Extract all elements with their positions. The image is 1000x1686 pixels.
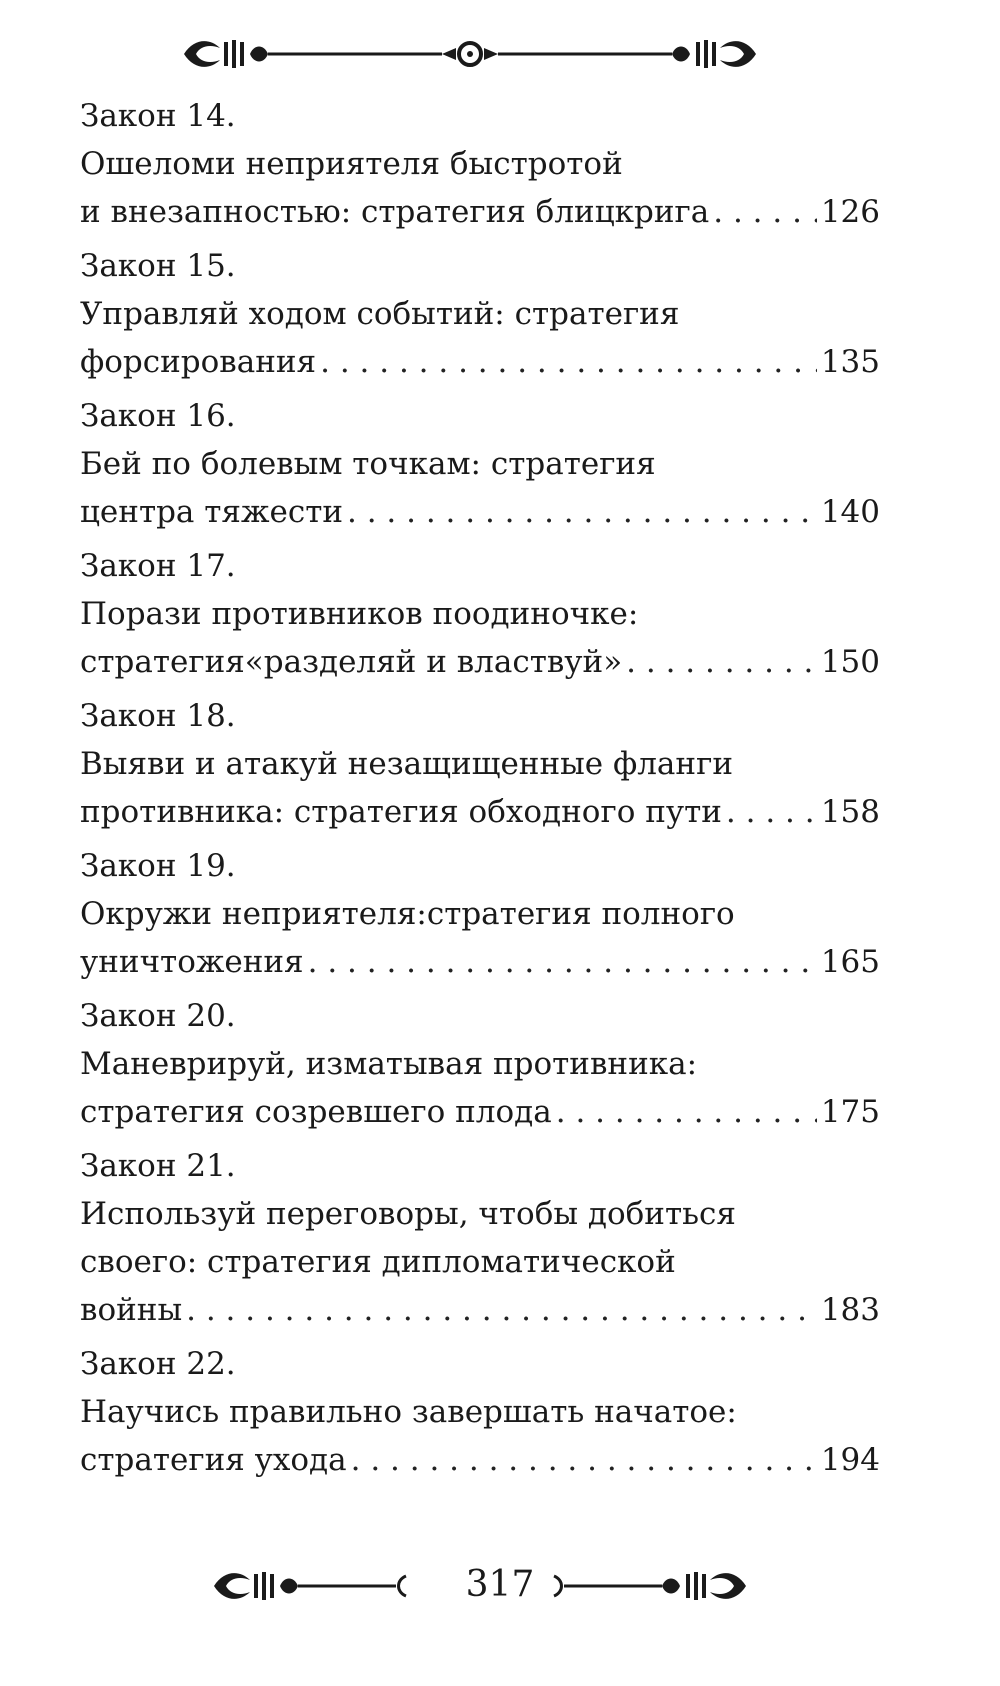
entry-title-line: Научись правильно завершать начатое: (80, 1394, 737, 1430)
entry-title-text: центра тяжести (80, 494, 344, 530)
entry-title-line: своего: стратегия дипломатической (80, 1244, 676, 1280)
law-number: Закон 18. (80, 698, 236, 734)
law-number: Закон 15. (80, 248, 236, 284)
dot-leader (713, 188, 817, 236)
entry-title-text: войны (80, 1292, 183, 1328)
law-number: Закон 19. (80, 848, 236, 884)
entry-title-last-line (80, 638, 880, 686)
entry-title-text: противника: стратегия обходного пути (80, 794, 722, 830)
page-ref: 150 (820, 644, 880, 680)
toc-entry[interactable] (80, 392, 880, 536)
entry-title-text: стратегия«разделяй и властвуй» (80, 644, 623, 680)
page-ref: 165 (820, 944, 880, 980)
entry-title-text: стратегия ухода (80, 1442, 347, 1478)
page-ref: 126 (820, 194, 880, 230)
toc-entry[interactable] (80, 542, 880, 686)
toc-entry[interactable] (80, 842, 880, 986)
law-number: Закон 16. (80, 398, 236, 434)
law-number: Закон 21. (80, 1148, 236, 1184)
entry-title-line: Ошеломи неприятеля быстротой (80, 146, 623, 182)
entry-title-last-line (80, 938, 880, 986)
toc-entry[interactable] (80, 1340, 880, 1484)
entry-title-text: и внезапностью: стратегия блицкрига (80, 194, 710, 230)
toc-entry[interactable] (80, 992, 880, 1136)
top-ornament (180, 30, 760, 78)
law-number: Закон 22. (80, 1346, 236, 1382)
entry-title-line: Окружи неприятеля:стратегия полного (80, 896, 735, 932)
toc-entry[interactable] (80, 692, 880, 836)
dot-leader (556, 1088, 817, 1136)
entry-title-line: Используй переговоры, чтобы добиться (80, 1196, 736, 1232)
toc-entry[interactable] (80, 242, 880, 386)
table-of-contents (80, 92, 880, 1484)
page-number: 317 (465, 1564, 535, 1605)
entry-title-line: Бей по болевым точкам: стратегия (80, 446, 656, 482)
entry-title-last-line (80, 1286, 880, 1334)
page-ref: 183 (820, 1292, 880, 1328)
law-number: Закон 20. (80, 998, 236, 1034)
entry-title-last-line (80, 338, 880, 386)
law-number: Закон 17. (80, 548, 236, 584)
page-ref: 158 (820, 794, 880, 830)
page-ref: 194 (820, 1442, 880, 1478)
dot-leader (351, 1436, 817, 1484)
entry-title-line: Выяви и атакуй незащищенные фланги (80, 746, 733, 782)
entry-title-line: Управляй ходом событий: стратегия (80, 296, 680, 332)
dot-leader (726, 788, 817, 836)
dot-leader (347, 488, 817, 536)
page-ref: 140 (820, 494, 880, 530)
dot-leader (308, 938, 817, 986)
dot-leader (186, 1286, 817, 1334)
entry-title-line: Порази противников поодиночке: (80, 596, 639, 632)
toc-entry[interactable] (80, 1142, 880, 1334)
toc-entry[interactable] (80, 92, 880, 236)
page-ref: 135 (820, 344, 880, 380)
entry-title-last-line (80, 1088, 880, 1136)
entry-title-last-line (80, 1436, 880, 1484)
entry-title-text: форсирования (80, 344, 317, 380)
entry-title-last-line (80, 188, 880, 236)
entry-title-text: уничтожения (80, 944, 304, 980)
page-ref: 175 (820, 1094, 880, 1130)
entry-title-line: Маневрируй, изматывая противника: (80, 1046, 698, 1082)
law-number: Закон 14. (80, 98, 236, 134)
dot-leader (320, 338, 817, 386)
entry-title-last-line (80, 788, 880, 836)
entry-title-text: стратегия созревшего плода (80, 1094, 552, 1130)
entry-title-last-line (80, 488, 880, 536)
dot-leader (626, 638, 817, 686)
